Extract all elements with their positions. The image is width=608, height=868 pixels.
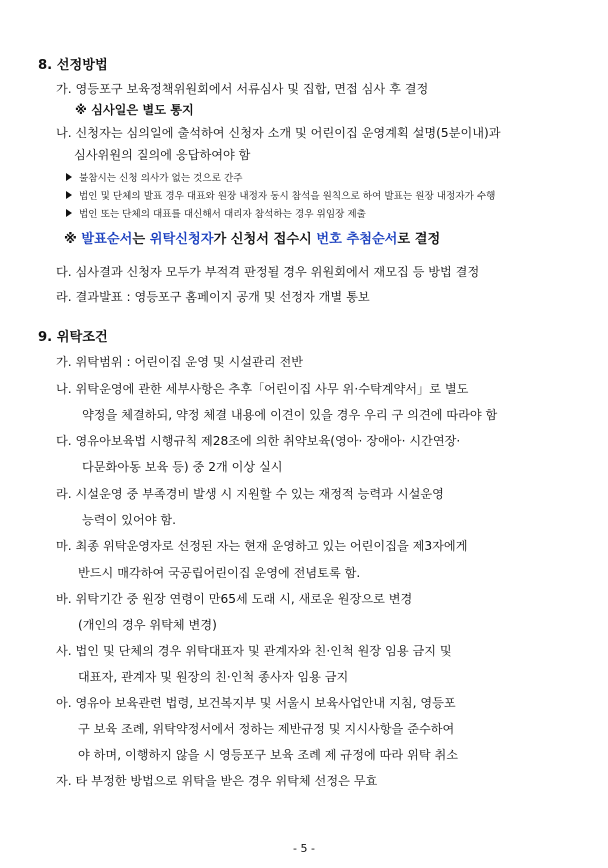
item-ma-line1: 마. 최종 위탁운영자로 선정된 자는 현재 운영하고 있는 어린이집을 제3자에게 xyxy=(56,539,468,553)
presentation-order-notice xyxy=(64,232,440,248)
bullet-item xyxy=(66,171,243,187)
item-ga: 가. 위탁범위 : 어린이집 운영 및 시설관리 전반 xyxy=(56,355,304,369)
item-da-line2: 다문화아동 보육 등) 중 2개 이상 실시 xyxy=(82,460,283,474)
item-ra-line2: 능력이 있어야 함. xyxy=(82,513,177,527)
item-ba-line2: (개인의 경우 위탁체 변경) xyxy=(78,618,217,632)
notice-highlight: 위탁신청자 xyxy=(149,232,214,247)
item-a-line3: 야 하며, 이행하지 않을 시 영등포구 보육 조례 제 규정에 따라 위탁 취소 xyxy=(78,748,459,762)
bullet-text: 법인 또는 단체의 대표를 대신해서 대리자 참석하는 경우 위임장 제출 xyxy=(79,209,366,220)
item-na-line1: 나. 신청자는 심의일에 출석하여 신청자 소개 및 어린이집 운영계획 설명(5분이내)과 xyxy=(56,126,501,140)
bullet-text: 법인 및 단체의 발표 경우 대표와 원장 내정자 동시 참석을 원칙으로 하여 발표는 원장 내정자가 수행 xyxy=(79,191,496,202)
notice-mark: ※ xyxy=(64,232,82,247)
section-8-heading: 8. 선정방법 xyxy=(38,58,108,73)
triangle-bullet-icon xyxy=(66,173,72,181)
notice-text: 는 xyxy=(132,232,150,247)
item-ja: 자. 타 부정한 방법으로 위탁을 받은 경우 위탁체 선정은 무효 xyxy=(56,774,378,788)
notice-highlight: 번호 추첨순서 xyxy=(316,232,398,247)
item-ga: 가. 영등포구 보육정책위원회에서 서류심사 및 집합, 면접 심사 후 결정 xyxy=(56,82,429,96)
note-review-date: ※ 심사일은 별도 통지 xyxy=(75,103,194,117)
page-number: - 5 - xyxy=(293,842,315,855)
section-9-heading: 9. 위탁조건 xyxy=(38,330,108,345)
triangle-bullet-icon xyxy=(66,191,72,199)
bullet-text: 불참시는 신청 의사가 없는 것으로 간주 xyxy=(79,173,243,184)
item-a-line1: 아. 영유아 보육관련 법령, 보건복지부 및 서울시 보육사업안내 지침, 영등포 xyxy=(56,696,456,710)
bullet-item xyxy=(66,189,495,205)
notice-highlight: 발표순서 xyxy=(81,232,133,247)
item-ra-line1: 라. 시설운영 중 부족경비 발생 시 지원할 수 있는 재정적 능력과 시설운영 xyxy=(56,487,444,501)
item-sa-line1: 사. 법인 및 단체의 경우 위탁대표자 및 관계자와 친·인척 원장 임용 금지 및 xyxy=(56,644,452,658)
notice-text: 로 결정 xyxy=(397,232,441,247)
item-na-line2: 약정을 체결하되, 약정 체결 내용에 이견이 있을 경우 우리 구 의견에 따라야 함 xyxy=(82,408,498,422)
item-ma-line2: 반드시 매각하여 국공립어린이집 운영에 전념토록 함. xyxy=(78,566,361,580)
item-ba-line1: 바. 위탁기간 중 원장 연령이 만65세 도래 시, 새로운 원장으로 변경 xyxy=(56,592,413,606)
item-da-line1: 다. 영유아보육법 시행규칙 제28조에 의한 취약보육(영아· 장애아· 시간연장· xyxy=(56,434,461,448)
triangle-bullet-icon xyxy=(66,209,72,217)
item-ra: 라. 결과발표 : 영등포구 홈페이지 공개 및 선정자 개별 통보 xyxy=(56,290,370,304)
item-sa-line2: 대표자, 관계자 및 원장의 친·인척 종사자 임용 금지 xyxy=(78,670,349,684)
item-na-line1: 나. 위탁운영에 관한 세부사항은 추후「어린이집 사무 위·수탁계약서」로 별도 xyxy=(56,382,469,396)
item-da: 다. 심사결과 신청자 모두가 부적격 판정될 경우 위원회에서 재모집 등 방법 결정 xyxy=(56,265,480,279)
notice-text: 가 신청서 접수시 xyxy=(213,232,317,247)
bullet-item xyxy=(66,207,366,223)
item-a-line2: 구 보육 조례, 위탁약정서에서 정하는 제반규정 및 지시사항을 준수하여 xyxy=(78,722,455,736)
item-na-line2: 심사위원의 질의에 응답하여야 함 xyxy=(74,148,251,162)
